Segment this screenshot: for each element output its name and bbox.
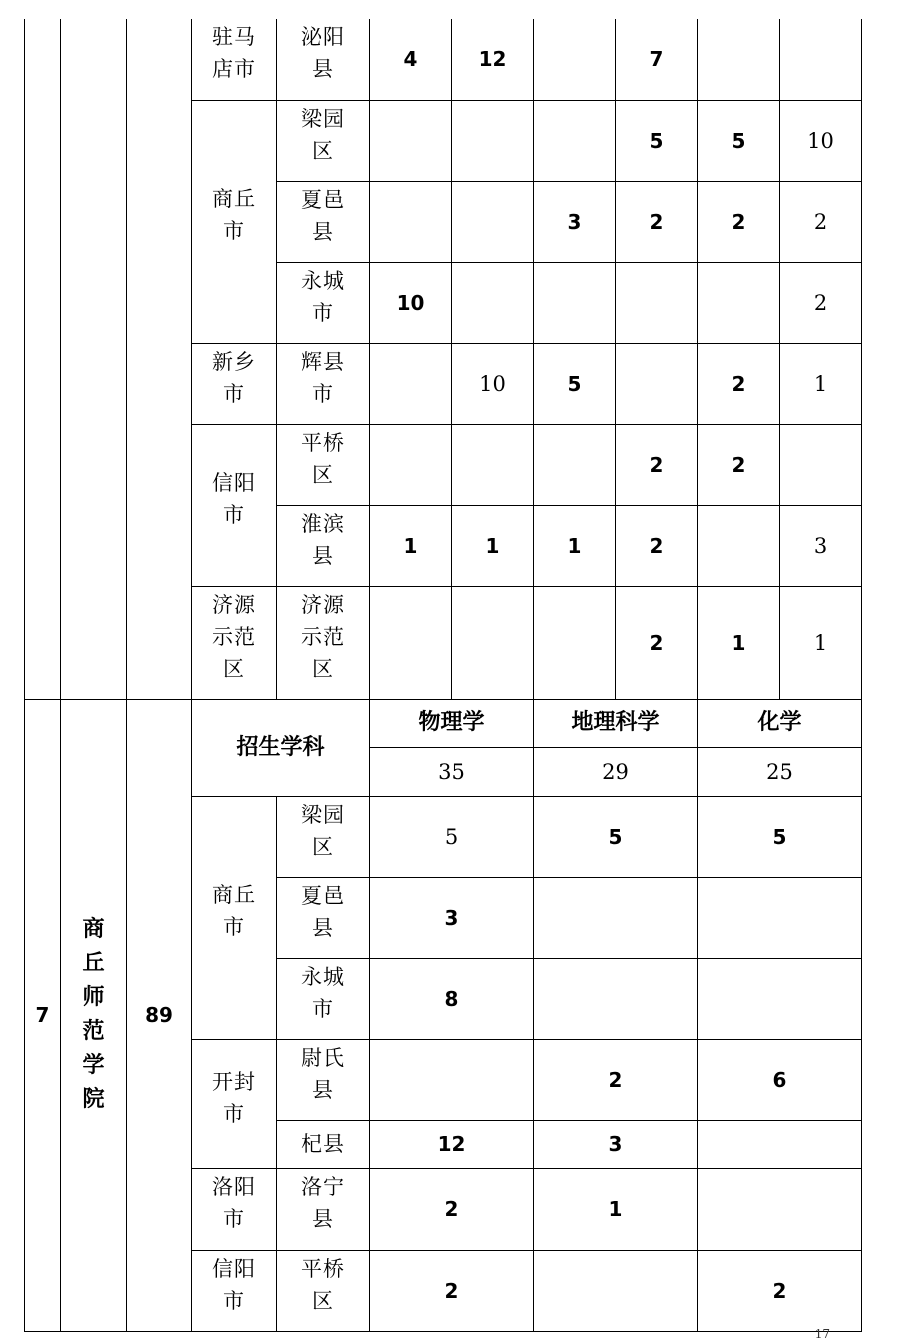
quota-cell: 1	[780, 586, 862, 699]
quota-cell: 3	[370, 877, 534, 958]
subject-name: 物理学	[370, 699, 534, 747]
city-cell: 济源示范区	[192, 586, 277, 699]
quota-cell	[452, 100, 534, 181]
city-cell: 商丘市	[192, 100, 277, 343]
quota-cell: 2	[616, 181, 698, 262]
quota-cell: 2	[370, 1168, 534, 1250]
quota-cell: 10	[370, 262, 452, 343]
quota-cell: 2	[616, 505, 698, 586]
table-row	[25, 19, 862, 100]
quota-cell	[452, 262, 534, 343]
subject-name: 地理科学	[534, 699, 698, 747]
quota-cell	[534, 262, 616, 343]
quota-cell: 2	[698, 1250, 862, 1331]
enrollment-table	[24, 19, 862, 1332]
county-cell: 永城市	[277, 958, 370, 1039]
quota-cell	[370, 343, 452, 424]
quota-cell	[780, 19, 862, 100]
quota-cell: 1	[698, 586, 780, 699]
quota-cell: 4	[370, 19, 452, 100]
subject-count: 25	[698, 747, 862, 796]
quota-cell: 12	[370, 1120, 534, 1168]
table-row	[25, 699, 862, 747]
quota-cell: 1	[534, 505, 616, 586]
quota-cell: 10	[780, 100, 862, 181]
quota-cell: 3	[534, 1120, 698, 1168]
county-cell: 夏邑县	[277, 877, 370, 958]
county-cell: 梁园区	[277, 796, 370, 877]
quota-cell: 1	[780, 343, 862, 424]
quota-cell	[780, 424, 862, 505]
page-number: 17	[814, 1327, 830, 1341]
county-cell: 梁园区	[277, 100, 370, 181]
subject-count: 35	[370, 747, 534, 796]
quota-cell: 1	[370, 505, 452, 586]
quota-cell	[616, 262, 698, 343]
quota-cell: 7	[616, 19, 698, 100]
city-cell: 商丘市	[192, 796, 277, 1039]
quota-cell: 10	[452, 343, 534, 424]
quota-cell: 5	[698, 100, 780, 181]
quota-cell: 2	[370, 1250, 534, 1331]
quota-cell	[616, 343, 698, 424]
subject-header: 招生学科	[192, 699, 370, 796]
school-cell: 商丘师范学院	[61, 699, 127, 1331]
city-cell: 驻马店市	[192, 19, 277, 100]
quota-cell: 5	[616, 100, 698, 181]
quota-cell: 1	[534, 1168, 698, 1250]
county-cell: 辉县市	[277, 343, 370, 424]
county-cell: 平桥区	[277, 424, 370, 505]
quota-cell	[452, 181, 534, 262]
county-cell: 洛宁县	[277, 1168, 370, 1250]
quota-cell: 2	[780, 262, 862, 343]
county-cell: 尉氏县	[277, 1039, 370, 1120]
quota-cell	[534, 958, 698, 1039]
county-cell: 杞县	[277, 1120, 370, 1168]
quota-cell: 2	[698, 343, 780, 424]
county-cell: 泌阳县	[277, 19, 370, 100]
quota-cell: 2	[780, 181, 862, 262]
quota-cell	[534, 19, 616, 100]
county-cell: 济源示范区	[277, 586, 370, 699]
quota-cell	[370, 181, 452, 262]
quota-cell: 12	[452, 19, 534, 100]
county-cell: 淮滨县	[277, 505, 370, 586]
school-cell	[61, 19, 127, 699]
quota-cell: 5	[698, 796, 862, 877]
quota-cell	[370, 100, 452, 181]
quota-cell	[534, 877, 698, 958]
quota-cell: 2	[698, 424, 780, 505]
subject-count: 29	[534, 747, 698, 796]
quota-cell	[452, 586, 534, 699]
quota-cell	[698, 877, 862, 958]
index-cell: 7	[25, 699, 61, 1331]
quota-cell	[698, 958, 862, 1039]
quota-cell	[370, 424, 452, 505]
subject-name: 化学	[698, 699, 862, 747]
quota-cell	[452, 424, 534, 505]
quota-cell: 2	[534, 1039, 698, 1120]
quota-cell: 5	[370, 796, 534, 877]
quota-cell: 1	[452, 505, 534, 586]
quota-cell: 5	[534, 796, 698, 877]
county-cell: 夏邑县	[277, 181, 370, 262]
city-cell: 新乡市	[192, 343, 277, 424]
total-cell	[127, 19, 192, 699]
quota-cell	[698, 1120, 862, 1168]
quota-cell: 2	[698, 181, 780, 262]
quota-cell	[698, 1168, 862, 1250]
county-cell: 永城市	[277, 262, 370, 343]
quota-cell: 3	[780, 505, 862, 586]
quota-cell	[370, 586, 452, 699]
quota-cell	[698, 262, 780, 343]
quota-cell	[534, 100, 616, 181]
city-cell: 信阳市	[192, 424, 277, 586]
quota-cell	[698, 19, 780, 100]
quota-cell: 5	[534, 343, 616, 424]
county-cell: 平桥区	[277, 1250, 370, 1331]
quota-cell: 6	[698, 1039, 862, 1120]
index-cell	[25, 19, 61, 699]
quota-cell: 2	[616, 424, 698, 505]
quota-cell	[534, 1250, 698, 1331]
city-cell: 信阳市	[192, 1250, 277, 1331]
quota-cell: 3	[534, 181, 616, 262]
quota-cell	[534, 424, 616, 505]
city-cell: 洛阳市	[192, 1168, 277, 1250]
quota-cell: 2	[616, 586, 698, 699]
quota-cell	[370, 1039, 534, 1120]
quota-cell: 8	[370, 958, 534, 1039]
quota-cell	[534, 586, 616, 699]
total-cell: 89	[127, 699, 192, 1331]
quota-cell	[698, 505, 780, 586]
city-cell: 开封市	[192, 1039, 277, 1168]
